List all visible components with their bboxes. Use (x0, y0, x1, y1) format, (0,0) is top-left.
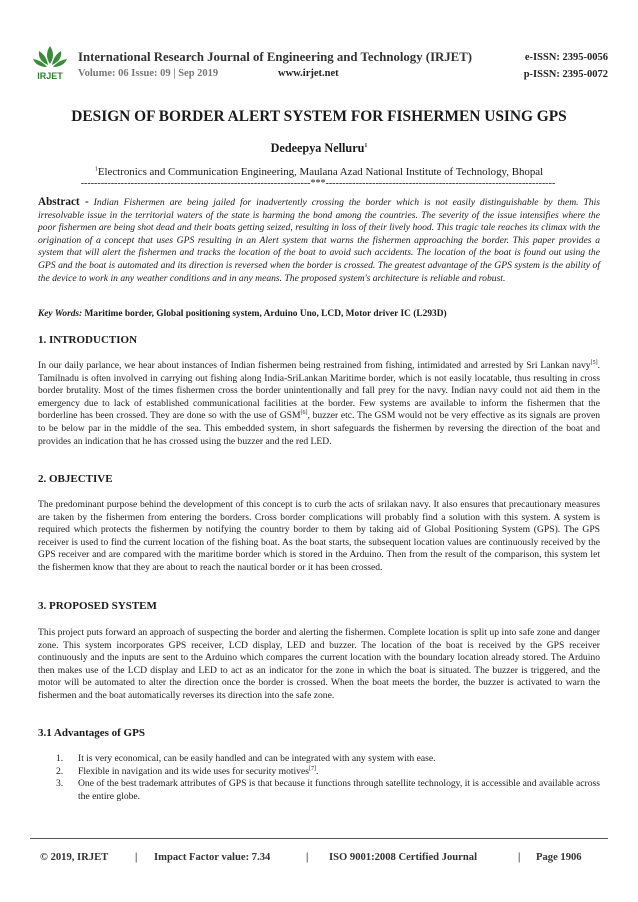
objective-paragraph: The predominant purpose behind the development of this concept is to curb the acts of srilakan navy. It also ensures that precautionary measures are taken by the fishermen from entering the borders. Cross border complications will probably find a solution with this system. A system is required which protects the fishermen by notifying the country border to them by taking aid of Global Positioning System (GPS). The GPS receiver is used to find the current location of the fishing boat. As the boat starts, the subsequent location values are continuously received by the GPS receiver and are compared with the maritime border which is stored in the Arduino. Then from the result of the comparison, this system let the fishermen know that they are about to reach the nautical border or it has been crossed. (38, 499, 600, 573)
affiliation-text: Electronics and Communication Engineering, Maulana Azad National Institute of Technology, Bhopal (97, 166, 544, 178)
section-heading-introduction: 1. INTRODUCTION (38, 334, 138, 346)
keywords-text: Maritime border, Global positioning system, Arduino Uno, LCD, Motor driver IC (L293D) (84, 309, 447, 319)
volume-issue: Volume: 06 Issue: 09 | Sep 2019 (78, 68, 219, 79)
list-item-end: . (316, 765, 319, 777)
footer-iso: ISO 9001:2008 Certified Journal (329, 852, 478, 863)
intro-text-2: . Tamilnadu is often involved in carrying out fishing along India-SriLankan Maritime border, which is not easily locatable, thus resulting in cross border brutality. Most of the times fishermen cross the border unintentionally and fall prey for the navy. Indian navy could not aid them in the emergency due to lack of established communicational facilities at the border. Few systems are available to inform the fishermen that the borderline has been crossed. They are done so with the use of GSM (38, 360, 600, 422)
footer-page-number: Page 1906 (536, 852, 582, 863)
abstract-text: Indian Fishermen are being jailed for inadvertently crossing the border which is not easily distinguishable by them. This irresolvable issue in the territorial waters of the state is harming the bond among the countries. The severity of the issue intensifies where the poor fishermen are being shot dead and their boats getting seized, resulting in loss of their lively hood. This tragic tale reaches its climax with the origination of a concept that uses GPS resulting in an Alert system that warns the fishermen approaching the border. This paper provides a system that will alert the fishermen and tracks the location of the boat to avoid such accidents. The location of the boat is found out using the GPS and the boat is automated and its direction is reversed when the border is crossed. The greatest advantage of the GPS system is the ability of the device to work in any weather conditions and in any means. The proposed system's architecture is reliable and robust. (38, 197, 600, 284)
list-item-text: Flexible in navigation and its wide uses for security motives (78, 765, 310, 777)
list-item-text: It is very economical, can be easily handled and can be integrated with any system with ease. (78, 753, 436, 764)
affiliation-sup: 1 (94, 166, 98, 173)
footer-divider: | (135, 852, 138, 863)
list-item (56, 778, 600, 803)
proposed-system-paragraph: This project puts forward an approach of suspecting the border and alerting the fishermen. Complete location is split up into safe zone and danger zone. This system incorporates GPS receiver, LCD display, LED and buzzer. The location of the boat is received by the GPS receiver continuously and the inputs are sent to the Arduino which compares the current location with the boundary location already stored. The Arduino then makes use of the LCD display and LED to act as an indicator for the zone in which the boat is situated. The buzzer is triggered, and the motor will be automated to alter the direction once the border is crossed. When the boat meets the border, the buzzer is activated to warn the fishermen and the boat automatically reverses its direction into the safe zone. (38, 627, 600, 701)
citation-ref[interactable]: [6] (300, 410, 308, 417)
paper-title: DESIGN OF BORDER ALERT SYSTEM FOR FISHERMEN USING GPS (71, 108, 567, 125)
author-name (30, 141, 608, 156)
footer-copyright: © 2019, IRJET (40, 852, 109, 863)
keywords-label: Key Words: (38, 309, 83, 319)
subsection-heading-advantages: 3.1 Advantages of GPS (38, 727, 145, 739)
footer-divider: | (306, 852, 309, 863)
list-item-text: One of the best trademark attributes of GPS is that because it functions through satellite technology, it is accessible and available across the entire globe. (78, 778, 600, 802)
e-issn: e-ISSN: 2395-0056 (524, 52, 608, 63)
author-text: Dedeepya Nelluru (270, 141, 365, 155)
irjet-logo (30, 44, 70, 82)
journal-name: International Research Journal of Engineering and Technology (IRJET) (78, 50, 473, 64)
section-heading-proposed-system: 3. PROPOSED SYSTEM (38, 600, 157, 612)
list-item-number: 3. (56, 778, 64, 790)
citation-ref[interactable]: [7] (309, 765, 317, 772)
list-item (56, 766, 600, 779)
list-item (56, 753, 600, 766)
footer-rule (30, 838, 608, 839)
intro-text-3: , buzzer etc. The GSM would not be very effective as its signals are proven to be below par in the middle of the sea. This embedded system, in short safeguards the fishermen by reversing the direction of the boat and provides an indication that he has crossed using the buzzer and the red LED. (38, 410, 601, 447)
keywords (38, 308, 600, 321)
advantages-list (56, 753, 600, 803)
list-item-number: 2. (56, 765, 64, 777)
citation-ref[interactable]: [5] (590, 359, 598, 366)
intro-text-1: In our daily parlance, we hear about instances of Indian fishermen being restrained from fishing, intimidated and arrested by Sri Lankan navy (38, 360, 591, 371)
author-sup: 1 (364, 142, 368, 149)
section-heading-objective: 2. OBJECTIVE (38, 473, 113, 485)
svg-text:IRJET: IRJET (37, 71, 63, 81)
introduction-paragraph (38, 360, 600, 448)
page-footer (40, 852, 600, 868)
affiliation (30, 166, 608, 178)
journal-header (30, 44, 608, 84)
footer-impact-factor: Impact Factor value: 7.34 (154, 852, 271, 863)
abstract (38, 196, 600, 285)
abstract-label: Abstract - (38, 196, 89, 208)
list-item-number: 1. (56, 753, 64, 764)
journal-website-link[interactable]: www.irjet.net (278, 68, 339, 79)
separator-line: ---------------------------------------------------------------------***--------------------------------------------------------------------- (80, 178, 556, 189)
footer-divider: | (518, 852, 521, 863)
p-issn: p-ISSN: 2395-0072 (523, 69, 608, 80)
